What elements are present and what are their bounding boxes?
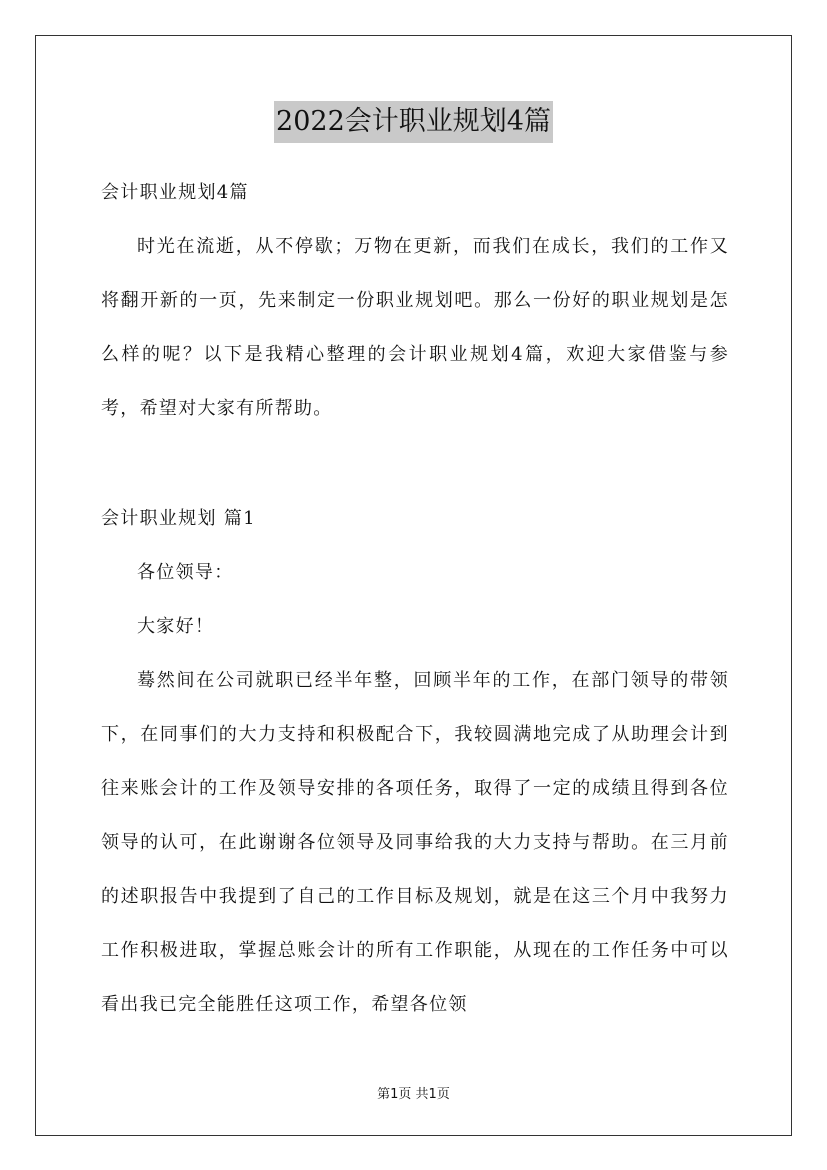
salutation-line: 各位领导： bbox=[137, 562, 234, 583]
document-body bbox=[101, 166, 729, 1032]
greeting-line: 大家好！ bbox=[137, 616, 215, 637]
document-title-text: 2022会计职业规划4篇 bbox=[274, 101, 553, 143]
page-footer: 第1页 共1页 bbox=[377, 1087, 450, 1102]
document-subtitle: 会计职业规划4篇 bbox=[101, 182, 249, 203]
document-title bbox=[0, 100, 827, 143]
intro-paragraph: 时光在流逝，从不停歇；万物在更新，而我们在成长，我们的工作又将翻开新的一页，先来制定一份职业规划吧。那么一份好的职业规划是怎么样的呢？以下是我精心整理的会计职业规划4篇，欢迎大家借鉴与参考，希望对大家有所帮助。 bbox=[101, 236, 729, 419]
section-spacer bbox=[101, 436, 729, 492]
section-heading: 会计职业规划 篇1 bbox=[101, 508, 256, 529]
body-paragraph: 蓦然间在公司就职已经半年整，回顾半年的工作，在部门领导的带领下，在同事们的大力支持和积极配合下，我较圆满地完成了从助理会计到往来账会计的工作及领导安排的各项任务，取得了一定的成绩且得到各位领导的认可，在此谢谢各位领导及同事给我的大力支持与帮助。在三月前的述职报告中我提到了自己的工作目标及规划，就是在这三个月中我努力工作积极进取，掌握总账会计的所有工作职能，从现在的工作任务中可以看出我已完全能胜任这项工作，希望各位领 bbox=[101, 670, 729, 1015]
